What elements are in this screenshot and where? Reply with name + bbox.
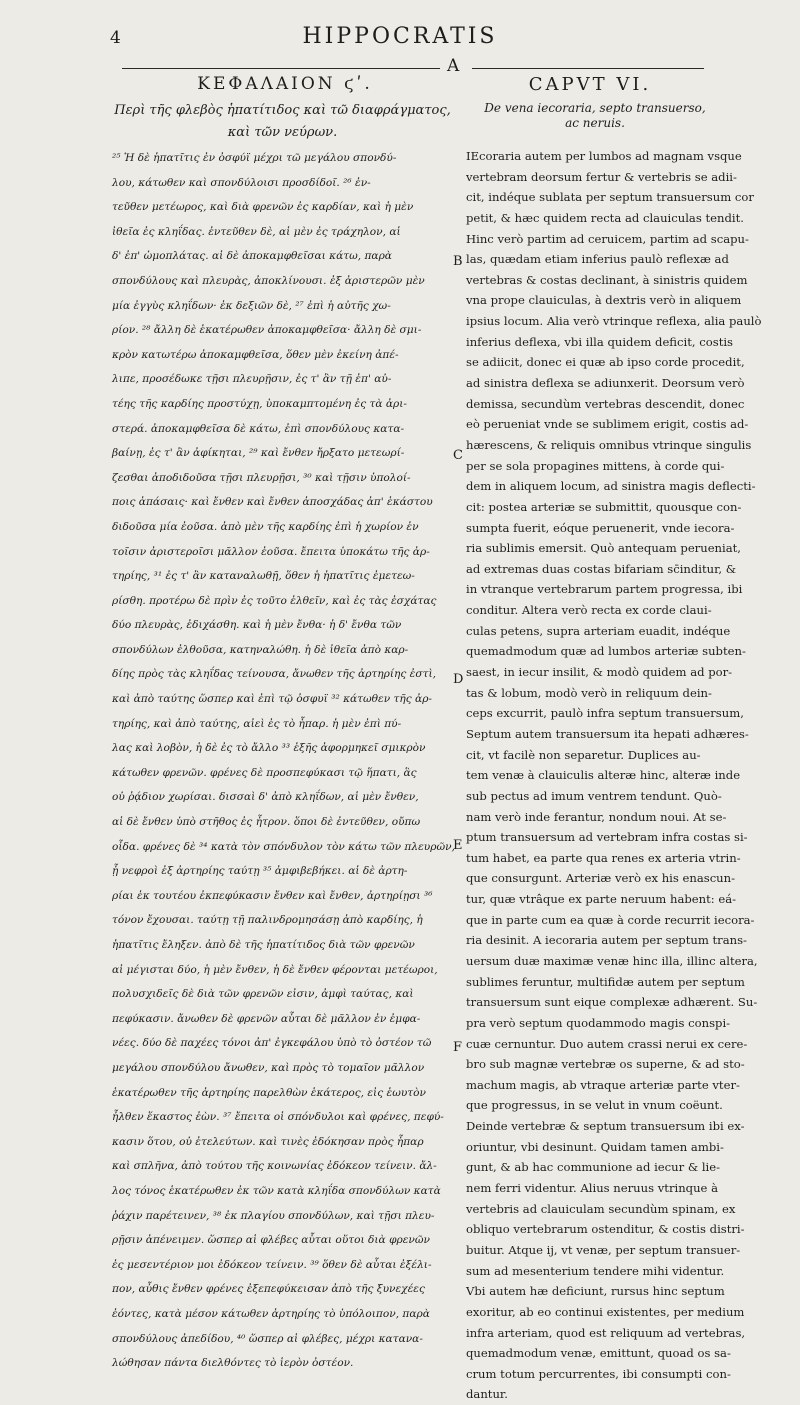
greek-text-line: λος τόνος ἑκατέρωθεν ἐκ τῶν κατὰ κληΐδα σπονδύλων κατὰ xyxy=(112,1184,441,1197)
latin-text-line: crum totum percurrentes, ibi consumpti con- xyxy=(466,1366,731,1381)
latin-text-line: machum magis, ab vtraque arteriæ parte vter- xyxy=(466,1077,740,1092)
latin-text-line: per se sola propagines mittens, à corde qui- xyxy=(466,458,725,473)
latin-text-line: transuersum sunt eique complexæ adhærent. Su- xyxy=(466,995,758,1010)
latin-text-line: vertebris ad clauiculam secundùm spinam, ex xyxy=(466,1201,736,1216)
margin-letter-f: F xyxy=(453,1040,463,1055)
latin-text-line: tum habet, ea parte qua renes ex arteria vtrin- xyxy=(466,850,741,865)
greek-text-line: ρίαι ἐκ τουτέου ἐκπεφύκασιν ἔνθεν καὶ ἔνθεν, ἀρτηρίῃσι ³⁶ xyxy=(112,889,433,902)
latin-text-line: tas & lobum, modò verò in reliquum dein- xyxy=(466,685,712,700)
latin-chapter-title: CAPVT VI. xyxy=(528,74,652,95)
greek-text-line: αἱ μέγισται δύο, ἡ μὲν ἔνθεν, ἡ δὲ ἔνθεν φέρονται μετέωροι, xyxy=(112,963,438,976)
greek-text-line: καὶ ἀπὸ ταύτης ὥσπερ καὶ ἐπὶ τῷ ὀσφυϊ ³² κάτωθεν τῆς ἀρ- xyxy=(112,693,433,706)
latin-text-line: eò perueniat vnde se sublimem erigit, costis ad- xyxy=(466,417,749,432)
latin-text-line: vertebram deorsum fertur & vertebris se adii- xyxy=(466,169,737,184)
latin-text-line: sum ad mesenterium tendere mihi videntur. xyxy=(466,1263,725,1278)
greek-text-line: ᾗ νεφροὶ ἐξ ἀρτηρίης ταύτῃ ³⁵ ἀμφιβεβήκει. αἱ δὲ ἀρτη- xyxy=(112,865,408,878)
latin-text-line: cit, indéque sublata per septum transuersum cor xyxy=(466,190,754,205)
latin-text-line: cit, vt facilè non separetur. Duplices au- xyxy=(466,747,701,762)
latin-text-line: sublimes feruntur, multifidæ autem per septum xyxy=(466,974,745,989)
margin-letter-c: C xyxy=(453,448,463,463)
greek-text-line: σπονδύλους ἀπεδίδου, ⁴⁰ ὥσπερ αἱ φλέβες, μέχρι κατανα- xyxy=(112,1332,423,1345)
latin-text-line: ria sublimis emersit. Quò antequam perueniat, xyxy=(466,541,741,556)
latin-text-line: tem venæ à clauiculis alteræ hinc, alteræ inde xyxy=(466,768,741,783)
latin-text-line: ria desinit. A iecoraria autem per septum trans- xyxy=(466,933,747,948)
greek-subtitle-line: καὶ τῶν νεύρων. xyxy=(227,125,338,140)
greek-text-line: τεῦθεν μετέωρος, καὶ διὰ φρενῶν ἐς καρδίαν, καὶ ἡ μὲν xyxy=(112,201,414,214)
greek-text-line: τηρίης, ³¹ ἐς τ' ἂν καταναλωθῇ, ὅθεν ἡ ἡπατῖτις ἐμετεω- xyxy=(112,570,415,583)
latin-text-line: ceps excurrit, paulò infra septum transuersum, xyxy=(466,706,744,721)
latin-text-line: Deinde vertebræ & septum transuersum ibi ex- xyxy=(466,1119,745,1134)
latin-text-line: sub pectus ad imum ventrem tendunt. Quò- xyxy=(466,788,722,803)
greek-text-line: αἱ δὲ ἔνθεν ὑπὸ στῆθος ἐς ἦτρον. ὅποι δὲ ἐντεῦθεν, οὔπω xyxy=(112,816,421,829)
greek-text-line: μεγάλου σπονδύλου ἄνωθεν, καὶ πρὸς τὸ τομαῖον μᾶλλον xyxy=(112,1061,425,1074)
margin-letter-d: D xyxy=(453,672,464,687)
latin-text-line: IEcoraria autem per lumbos ad magnam vsque xyxy=(466,149,742,163)
latin-text-line: quemadmodum quæ ad lumbos arteriæ subten- xyxy=(466,644,746,659)
latin-text-line: Hinc verò partim ad ceruicem, partim ad scapu- xyxy=(466,231,749,246)
latin-text-line: cuæ cernuntur. Duo autem crassi nerui ex cere- xyxy=(466,1036,748,1051)
latin-text-line: infra arteriam, quod est reliquum ad vertebras, xyxy=(466,1325,746,1340)
latin-text-line: tur, quæ vtrâque ex parte neruum habent: eá- xyxy=(466,892,737,907)
latin-text-line: Vbi autem hæ deficiunt, rursus hinc septum xyxy=(466,1284,725,1299)
greek-text-line: τόνον ἔχουσαι. ταύτῃ τῇ παλινδρομησάσῃ ἀπὸ καρδίης, ἡ xyxy=(112,914,423,927)
latin-text-line: saest, in iecur insilit, & modò quidem ad por- xyxy=(466,665,733,680)
latin-chapter-subtitle xyxy=(470,101,720,131)
greek-text-line: διδοῦσα μία ἐοῦσα. ἀπὸ μὲν τῆς καρδίης ἐπὶ ἡ χωρίον ἐν xyxy=(112,520,419,533)
greek-text-line: ρίον. ²⁸ ἄλλη δὲ ἑκατέρωθεν ἀποκαμφθεῖσα· ἄλλη δὲ σμι- xyxy=(112,324,422,337)
latin-text-line: oriuntur, vbi desinunt. Quidam tamen ambi- xyxy=(466,1139,724,1154)
greek-text-line: δ' ἐπ' ὠμοπλάτας. αἱ δὲ ἀποκαμφθεῖσαι κάτω, παρὰ xyxy=(112,250,392,263)
greek-text-line: ρίσθη. προτέρω δὲ πρὶν ἐς τοῦτο ἐλθεῖν, καὶ ἐς τὰς ἐσχάτας xyxy=(112,594,437,607)
latin-text-line: uersum duæ maximæ venæ hinc illa, illinc altera, xyxy=(466,953,758,968)
latin-text-line: nam verò inde ferantur, nondum noui. At se- xyxy=(466,809,727,824)
greek-text-line: δύο πλευρὰς, ἐδιχάσθη. καὶ ἡ μὲν ἔνθα· ἡ δ' ἔνθα τῶν xyxy=(112,619,402,632)
latin-text-line: dantur. xyxy=(466,1387,508,1402)
latin-text-line: petit, & hæc quidem recta ad clauiculas tendit. xyxy=(466,210,744,225)
latin-text-line: ipsius locum. Alia verò vtrinque reflexa, alia paulò xyxy=(466,314,762,329)
greek-text-line: ἐόντες, κατὰ μέσον κάτωθεν ἀρτηρίης τὸ ὑπόλοιπον, παρὰ xyxy=(112,1307,430,1320)
greek-text-line: κρὸν κατωτέρω ἀποκαμφθεῖσα, ὅθεν μὲν ἐκείνη ἀπέ- xyxy=(112,348,399,361)
latin-text-line: Septum autem transuersum ita hepati adhæres- xyxy=(466,726,749,741)
latin-text-column xyxy=(466,146,762,1405)
latin-text-line: nem ferri videntur. Alius neruus vtrinque à xyxy=(466,1181,719,1196)
latin-text-line: vna prope clauiculas, à dextris verò in aliquem xyxy=(466,293,742,308)
greek-text-line: καὶ σπλῆνα, ἀπὸ τούτου τῆς κοινωνίας ἐδόκεον τείνειν. ἄλ- xyxy=(112,1160,437,1173)
latin-text-line: in vtranque vertebrarum partem progressa, ibi xyxy=(466,582,743,597)
greek-text-line: κασιν ὅτου, οὐ ἐτελεύτων. καὶ τινὲς ἐδόκησαν πρὸς ἧπαρ xyxy=(112,1135,424,1148)
greek-text-line: ἑκατέρωθεν τῆς ἀρτηρίης παρελθὼν ἑκάτερος, εἰς ἑωυτὸν xyxy=(112,1086,426,1099)
greek-text-line: τοῖσιν ἀριστεροῖσι μᾶλλον ἐοῦσα. ἔπειτα ὑποκάτω τῆς ἀρ- xyxy=(112,545,430,558)
greek-text-line: ἡπατῖτις ἔληξεν. ἀπὸ δὲ τῆς ἡπατίτιδος διὰ τῶν φρενῶν xyxy=(112,939,415,951)
greek-text-line: ²⁵ Ἡ δὲ ἡπατῖτις ἐν ὀσφύϊ μέχρι τῶ μεγάλου σπονδύ- xyxy=(112,152,397,164)
margin-letter-b: B xyxy=(453,254,463,269)
greek-text-line: ἦλθεν ἕκαστος ἐὼν. ³⁷ ἔπειτα οἱ σπόνδυλοι καὶ φρένες, πεφύ- xyxy=(112,1111,444,1124)
greek-text-line: ἰθεῖα ἐς κληΐδας. ἐντεῦθεν δὲ, αἱ μὲν ἐς τράχηλον, αἱ xyxy=(112,225,401,238)
greek-text-line: σπονδύλους καὶ πλευρὰς, ἀποκλίνουσι. ἐξ ἀριστερῶν μὲν xyxy=(112,274,425,287)
greek-text-line: τέης τῆς καρδίης προστύχῃ, ὑποκαμπτομένη ἐς τὰ ἀρι- xyxy=(112,397,407,410)
latin-text-line: las, quædam etiam inferius paulò reflexæ ad xyxy=(466,252,729,267)
greek-text-line: οὐ ῥᾴδιον χωρίσαι. δισσαὶ δ' ἀπὸ κληΐδων, αἱ μὲν ἔνθεν, xyxy=(112,791,419,804)
latin-text-line: hærescens, & reliquis omnibus vtrinque singulis xyxy=(466,437,752,452)
greek-chapter-title: ΚΕΦΑΛΑΙΟΝ ϛʹ. xyxy=(197,74,373,94)
greek-text-line: λώθησαν πάντα διελθόντες τὸ ἱερὸν ὀστέον. xyxy=(112,1357,354,1370)
greek-text-line: μία ἐγγὺς κληΐδων· ἐκ δεξιῶν δὲ, ²⁷ ἐπὶ ἡ αὐτῆς χω- xyxy=(112,299,391,312)
header-rule-right xyxy=(472,68,704,69)
greek-text-line: λιπε, προσέδωκε τῇσι πλευρῇσιν, ἐς τ' ἂν τῇ ἐπ' αὐ- xyxy=(112,373,392,386)
margin-letter-e: E xyxy=(453,838,463,853)
greek-text-line: πεφύκασιν. ἄνωθεν δὲ φρενῶν αὗται δὲ μᾶλλον ἐν ἐμφα- xyxy=(112,1012,421,1025)
latin-text-line: ptum transuersum ad vertebram infra costas si- xyxy=(466,830,748,845)
greek-text-line: ἐς μεσεντέριον μοι ἐδόκεον τείνειν. ³⁹ ὅθεν δὲ αὗται ἐξέλι- xyxy=(112,1258,432,1271)
latin-text-line: ad extremas duas costas bifariam sc̄inditur, & xyxy=(466,561,737,576)
latin-text-line: obliquo vertebrarum ostenditur, & costis distri- xyxy=(466,1222,745,1237)
greek-text-line: ρῇσιν ἀπένειμεν. ὥσπερ αἱ φλέβες αὗται οὕτοι διὰ φρενῶν xyxy=(112,1234,430,1247)
greek-text-line: δίης πρὸς τὰς κληΐδας τείνουσα, ἄνωθεν τῆς ἀρτηρίης ἐστὶ, xyxy=(112,668,436,681)
latin-text-line: cit: postea arteriæ se submittit, quousque con- xyxy=(466,499,742,514)
latin-text-line: vertebras & costas declinant, à sinistris quidem xyxy=(466,272,748,287)
latin-text-line: buitur. Atque ij, vt venæ, per septum transuer- xyxy=(466,1242,741,1257)
latin-text-line: exoritur, ab eo continui existentes, per medium xyxy=(466,1304,745,1319)
greek-text-line: πολυσχιδεῖς δὲ διὰ τῶν φρενῶν εἰσιν, ἀμφὶ ταύτας, καὶ xyxy=(112,988,414,1001)
latin-text-line: conditur. Altera verò recta ex corde claui- xyxy=(466,603,712,618)
latin-text-line: se adiicit, donec ei quæ ab ipso corde procedit, xyxy=(466,355,745,370)
running-head: HIPPOCRATIS xyxy=(302,24,498,49)
latin-subtitle-line: ac neruis. xyxy=(565,116,625,130)
header-rule-left xyxy=(122,68,440,69)
greek-text-line: στερά. ἀποκαμφθεῖσα δὲ κάτω, ἐπὶ σπονδύλους κατα- xyxy=(112,422,405,435)
greek-text-line: οἶδα. φρένες δὲ ³⁴ κατὰ τὸν σπόνδυλον τὸν κάτω τῶν πλευρῶν, xyxy=(112,840,455,853)
latin-text-line: demissa, secundùm vertebras descendit, donec xyxy=(466,396,745,411)
greek-subtitle-line: Περὶ τῆς φλεβὸς ἡπατίτιδος καὶ τῶ διαφράγματος, xyxy=(114,103,451,118)
greek-text-line: λας καὶ λοβὸν, ἡ δὲ ἐς τὸ ἄλλο ³³ ἑξῆς ἀφορμηκεῖ σμικρὸν xyxy=(112,742,426,755)
latin-text-line: sumpta fuerit, eóque peruenerit, vnde iecora- xyxy=(466,520,735,535)
greek-text-line: ποις ἁπάσαις· καὶ ἔνθεν καὶ ἔνθεν ἀποσχάδας ἀπ' ἑκάστου xyxy=(112,496,433,509)
greek-chapter-subtitle xyxy=(110,100,455,144)
greek-text-line: τηρίης, καὶ ἀπὸ ταύτης, αἰεὶ ἐς τὸ ἧπαρ. ἡ μὲν ἐπὶ πύ- xyxy=(112,717,402,730)
latin-text-line: pra verò septum quodammodo magis conspi- xyxy=(466,1015,731,1030)
greek-text-line: σπονδύλων ἐλθοῦσα, κατηναλώθη. ἡ δὲ ἰθεῖα ἀπὸ καρ- xyxy=(112,643,409,656)
greek-text-line: ῥάχιν παρέτεινεν, ³⁸ ἐκ πλαγίου σπονδύλων, καὶ τῇσι πλευ- xyxy=(112,1209,435,1222)
latin-text-line: que progressus, in se velut in vnum coëunt. xyxy=(466,1098,723,1113)
greek-text-line: ζεσθαι ἀποδιδοῦσα τῇσι πλευρῇσι, ³⁰ καὶ τῇσιν ὑπολοί- xyxy=(112,471,411,484)
section-marker-a: A xyxy=(447,56,460,76)
latin-text-line: culas petens, supra arteriam euadit, indéque xyxy=(466,623,731,638)
latin-text-line: dem in aliquem locum, ad sinistra magis deflecti- xyxy=(466,479,756,494)
latin-text-line: inferius deflexa, vbi illa quidem deficit, costis xyxy=(466,334,734,349)
greek-text-line: νέες. δύο δὲ παχέες τόνοι ἀπ' ἐγκεφάλου ὑπὸ τὸ ὀστέον τῶ xyxy=(112,1037,432,1050)
greek-text-line: βαίνῃ, ἐς τ' ἂν ἀφίκηται, ²⁹ καὶ ἔνθεν ἤρξατο μετεωρί- xyxy=(112,447,405,460)
page-number: 4 xyxy=(110,28,121,48)
latin-text-line: quemadmodum venæ, emittunt, quoad os sa- xyxy=(466,1346,731,1361)
latin-text-line: gunt, & ab hac communione ad iecur & lie- xyxy=(466,1160,721,1175)
greek-text-line: πον, αὖθις ἔνθεν φρένες ἐξεπεφύκεισαν ἀπὸ τῆς ξυνεχέες xyxy=(112,1283,425,1296)
latin-text-line: que in parte cum ea quæ à corde recurrit iecora- xyxy=(466,912,755,927)
greek-text-line: λου, κάτωθεν καὶ σπονδύλοισι προσδίδοῖ. ²⁶ ἐν- xyxy=(112,176,371,189)
latin-text-line: que consurgunt. Arteriæ verò ex his enascun- xyxy=(466,871,736,886)
greek-text-line: κάτωθεν φρενῶν. φρένες δὲ προσπεφύκασι τῷ ἥπατι, ἃς xyxy=(112,766,417,779)
greek-text-column xyxy=(112,146,455,1376)
latin-subtitle-line: De vena iecoraria, septo transuerso, xyxy=(484,101,706,115)
latin-text-line: ad sinistra deflexa se adiunxerit. Deorsum verò xyxy=(466,376,745,391)
latin-text-line: bro sub magnæ vertebræ os superne, & ad sto- xyxy=(466,1057,745,1072)
